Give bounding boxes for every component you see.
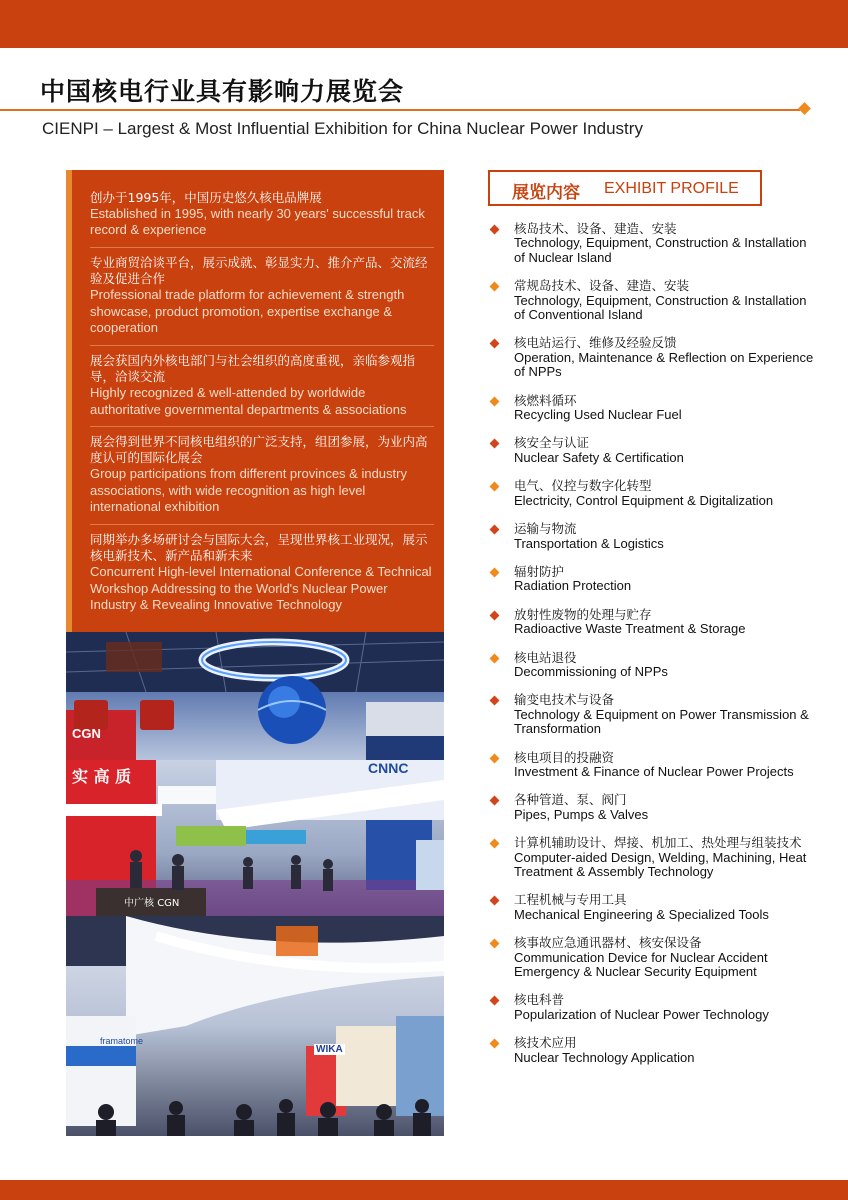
cgn-cn-sign-cn: 中广核 <box>124 898 154 909</box>
exhibit-item-cn: 核安全与认证 <box>514 435 590 451</box>
exhibit-item-en: Decommissioning of NPPs <box>514 663 668 679</box>
exhibit-item-en: Technology & Equipment on Power Transmission & Transformation <box>514 706 809 737</box>
exhibit-profile-title-en: EXHIBIT PROFILE <box>604 180 739 197</box>
diamond-bullet-icon <box>490 653 500 663</box>
exhibit-profile-item <box>488 936 818 979</box>
exhibit-profile-title-cn: 展览内容 <box>512 183 580 203</box>
cnnc-sign: CNNC <box>368 760 409 776</box>
exhibit-item-en: Popularization of Nuclear Power Technology <box>514 1006 769 1022</box>
diamond-bullet-icon <box>490 282 500 292</box>
diamond-bullet-icon <box>490 610 500 620</box>
diamond-bullet-icon <box>490 1039 500 1049</box>
exhibit-profile-item <box>488 436 818 465</box>
page-title-cn: 中国核电行业具有影响力展览会 <box>40 77 405 106</box>
highlight-block <box>90 532 434 613</box>
highlight-en: Professional trade platform for achievement & strength showcase, product promotion, expertise exchange & cooperation <box>90 287 405 335</box>
exhibit-item-en: Radiation Protection <box>514 578 632 594</box>
highlight-block <box>90 255 434 336</box>
exhibit-profile-item <box>488 651 818 680</box>
diamond-bullet-icon <box>490 225 500 235</box>
diamond-bullet-icon <box>490 339 500 349</box>
cgn-sign: CGN <box>72 726 101 741</box>
diamond-bullet-icon <box>490 839 500 849</box>
exhibit-item-cn: 核电站运行、维修及经验反馈 <box>514 335 677 351</box>
highlight-en: Group participations from different provinces & industry associations, with wide recognition as high level international exhibition <box>90 466 407 514</box>
bottom-color-band <box>0 1180 848 1200</box>
highlight-divider <box>90 247 434 248</box>
highlight-cn: 展会得到世界不同核电组织的广泛支持，组团参展，为业内高度认可的国际化展会 <box>90 434 428 466</box>
highlight-en: Highly recognized & well-attended by worldwide authoritative governmental departments & associations <box>90 385 407 417</box>
diamond-bullet-icon <box>490 939 500 949</box>
title-divider <box>0 109 800 111</box>
diamond-bullet-icon <box>490 482 500 492</box>
cgn-cn-sign-en: CGN <box>157 898 180 909</box>
exhibit-item-en: Communication Device for Nuclear Accident Emergency & Nuclear Security Equipment <box>514 949 768 980</box>
exhibit-item-cn: 核事故应急通讯器材、核安保设备 <box>514 935 702 951</box>
banner-text: 实 高 质 <box>72 767 132 786</box>
photo-hall-scene <box>66 632 444 762</box>
diamond-bullet-icon <box>490 525 500 535</box>
exhibit-item-cn: 核燃料循环 <box>514 392 577 408</box>
top-color-band <box>0 0 848 48</box>
exhibit-item-en: Investment & Finance of Nuclear Power Projects <box>514 763 794 779</box>
photo-visitors <box>66 916 444 1136</box>
title-divider-diamond <box>798 102 811 115</box>
diamond-bullet-icon <box>490 996 500 1006</box>
exhibit-item-cn: 常规岛技术、设备、建造、安装 <box>514 278 690 294</box>
highlight-cn: 专业商贸洽谈平台，展示成就、彰显实力、推介产品、交流经验及促进合作 <box>90 255 428 287</box>
highlight-cn: 同期举办多场研讨会与国际大会，呈现世界核工业现况，展示核电新技术、新产品和新未来 <box>90 532 428 564</box>
diamond-bullet-icon <box>490 753 500 763</box>
exhibit-profile-item <box>488 522 818 551</box>
photo-exhibition-booths <box>66 760 444 916</box>
exhibit-item-en: Recycling Used Nuclear Fuel <box>514 407 682 423</box>
diamond-bullet-icon <box>490 896 500 906</box>
exhibit-profile-item <box>488 793 818 822</box>
highlight-block <box>90 434 434 515</box>
highlight-block <box>90 353 434 418</box>
exhibit-item-cn: 核技术应用 <box>514 1035 577 1051</box>
exhibit-item-cn: 核电项目的投融资 <box>514 749 615 765</box>
exhibit-profile-item <box>488 279 818 322</box>
exhibit-profile-item <box>488 222 818 265</box>
exhibit-profile-item <box>488 394 818 423</box>
exhibit-profile-header <box>488 170 762 206</box>
wika-sign: WIKA <box>316 1044 343 1055</box>
framatome-sign: framatome <box>100 1036 144 1046</box>
exhibit-item-cn: 辐射防护 <box>514 563 565 579</box>
exhibit-item-en: Pipes, Pumps & Valves <box>514 806 649 822</box>
exhibit-item-en: Transportation & Logistics <box>514 535 664 551</box>
page-title-en: CIENPI – Largest & Most Influential Exhibition for China Nuclear Power Industry <box>42 119 643 138</box>
exhibit-item-en: Nuclear Safety & Certification <box>514 449 684 465</box>
exhibit-profile-item <box>488 893 818 922</box>
exhibit-profile-item <box>488 608 818 637</box>
exhibit-profile-item <box>488 993 818 1022</box>
highlight-en: Established in 1995, with nearly 30 years' successful track record & experience <box>90 206 425 238</box>
exhibit-profile-item <box>488 336 818 379</box>
exhibit-item-cn: 放射性废物的处理与贮存 <box>514 606 652 622</box>
exhibit-item-cn: 输变电技术与设备 <box>514 692 615 708</box>
exhibit-item-cn: 核电科普 <box>514 992 565 1008</box>
highlight-en: Concurrent High-level International Conference & Technical Workshop Addressing to the World's Nuclear Power Industry & Revealing Innovative Technology <box>90 564 432 612</box>
exhibit-profile-item <box>488 565 818 594</box>
exhibit-item-cn: 各种管道、泵、阀门 <box>514 792 627 808</box>
photo-exhibition-hall <box>66 632 444 762</box>
exhibit-item-en: Radioactive Waste Treatment & Storage <box>514 621 746 637</box>
highlight-cn: 创办于1995年，中国历史悠久核电品牌展 <box>90 190 322 205</box>
exhibit-profile-item <box>488 751 818 780</box>
diamond-bullet-icon <box>490 696 500 706</box>
highlight-block <box>90 190 434 239</box>
exhibit-item-cn: 核岛技术、设备、建造、安装 <box>514 221 677 236</box>
exhibit-profile-item <box>488 693 818 736</box>
highlight-divider <box>90 345 434 346</box>
diamond-bullet-icon <box>490 396 500 406</box>
highlights-panel-accent <box>66 170 72 632</box>
exhibit-item-en: Nuclear Technology Application <box>514 1049 695 1065</box>
exhibition-photos <box>66 632 444 1136</box>
exhibit-item-en: Operation, Maintenance & Reflection on Experience of NPPs <box>514 349 814 380</box>
diamond-bullet-icon <box>490 567 500 577</box>
exhibit-profile-item <box>488 836 818 879</box>
diamond-bullet-icon <box>490 796 500 806</box>
exhibit-item-en: Computer-aided Design, Welding, Machining, Heat Treatment & Assembly Technology <box>514 849 807 879</box>
exhibit-item-cn: 运输与物流 <box>514 521 577 537</box>
highlight-divider <box>90 524 434 525</box>
exhibit-item-en: Technology, Equipment, Construction & Installation of Conventional Island <box>514 292 807 323</box>
exhibit-item-cn: 电气、仪控与数字化转型 <box>514 478 652 494</box>
exhibit-item-en: Electricity, Control Equipment & Digitalization <box>514 492 774 508</box>
cgn-cn-sign <box>124 894 179 909</box>
exhibit-profile-item <box>488 1036 818 1065</box>
photo-visitors-scene <box>66 916 444 1136</box>
highlight-divider <box>90 426 434 427</box>
exhibit-item-cn: 计算机辅助设计、焊接、机加工、热处理与组装技术 <box>514 835 802 851</box>
exhibit-item-en: Technology, Equipment, Construction & Installation of Nuclear Island <box>514 235 807 265</box>
exhibit-item-cn: 核电站退役 <box>514 649 577 665</box>
exhibit-item-cn: 工程机械与专用工具 <box>514 892 627 908</box>
highlight-cn: 展会获国内外核电部门与社会组织的高度重视，亲临参观指导，洽谈交流 <box>90 353 416 385</box>
diamond-bullet-icon <box>490 439 500 449</box>
exhibit-profile-list <box>488 222 818 1065</box>
exhibit-profile-item <box>488 479 818 508</box>
exhibit-item-en: Mechanical Engineering & Specialized Tools <box>514 906 769 922</box>
